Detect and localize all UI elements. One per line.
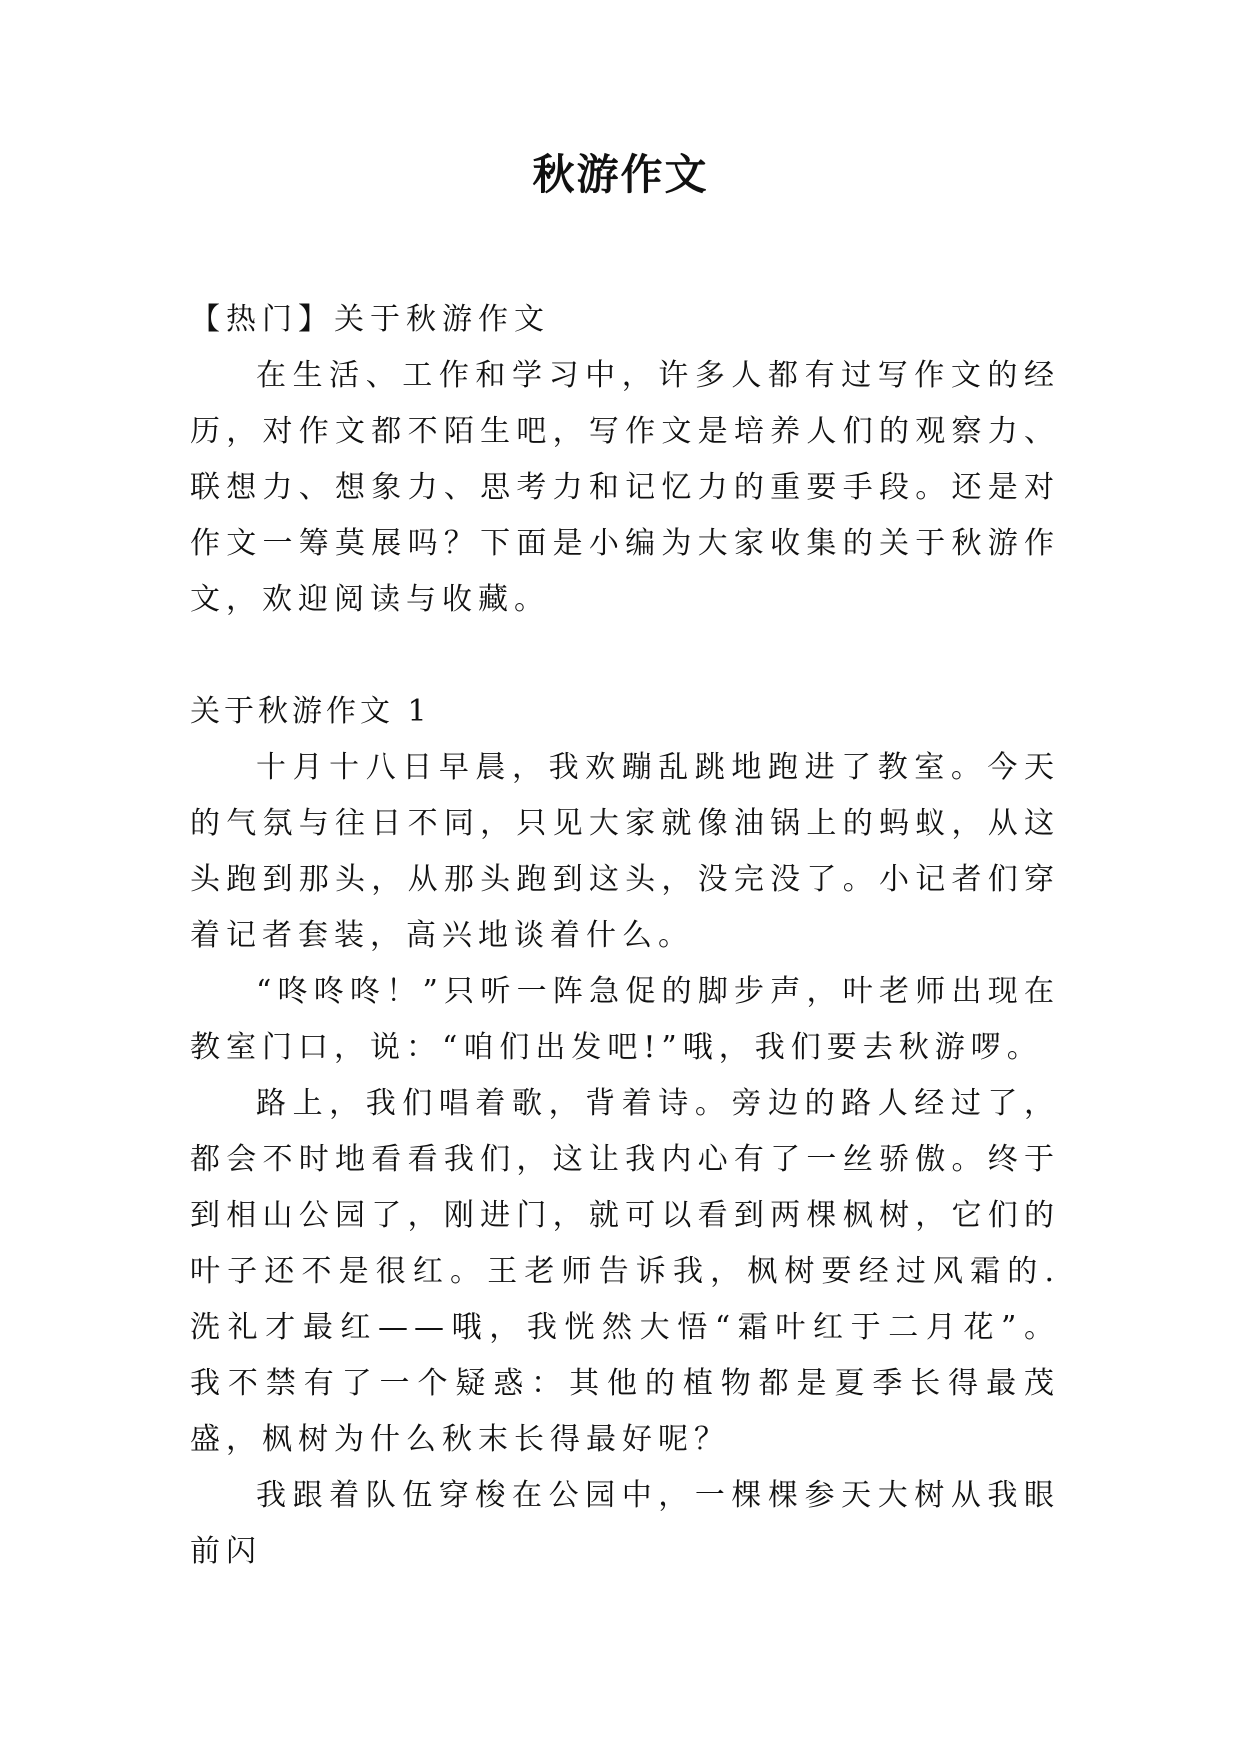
document-body [190, 292, 1060, 1580]
section-spacer [190, 628, 1060, 684]
intro-paragraph: 在生活、工作和学习中，许多人都有过写作文的经历，对作文都不陌生吧，写作文是培养人们的观察力、联想力、想象力、思考力和记忆力的重要手段。还是对作文一筹莫展吗？下面是小编为大家收集的关于秋游作文，欢迎阅读与收藏。 [190, 358, 1060, 617]
section-heading: 关于秋游作文 1 [190, 694, 431, 729]
body-paragraph-1: 十月十八日早晨，我欢蹦乱跳地跑进了教室。今天的气氛与往日不同，只见大家就像油锅上的蚂蚁，从这头跑到那头，从那头跑到这头，没完没了。小记者们穿着记者套装，高兴地谈着什么。 [190, 750, 1060, 953]
body-paragraph-4: 我跟着队伍穿梭在公园中，一棵棵参天大树从我眼前闪 [190, 1478, 1060, 1569]
document-title: 秋游作文 [532, 150, 709, 199]
document-subtitle: 【热门】关于秋游作文 [190, 302, 550, 337]
body-paragraph-3: 路上，我们唱着歌，背着诗。旁边的路人经过了，都会不时地看看我们，这让我内心有了一丝骄傲。终于到相山公园了，刚进门，就可以看到两棵枫树，它们的叶子还不是很红。王老师告诉我，枫树要经过风霜的.洗礼才最红——哦，我恍然大悟“霜叶红于二月花”。我不禁有了一个疑惑：其他的植物都是夏季长得最茂盛，枫树为什么秋末长得最好呢？ [190, 1086, 1060, 1457]
body-paragraph-2: “咚咚咚！”只听一阵急促的脚步声，叶老师出现在教室门口，说：“咱们出发吧!”哦，我们要去秋游啰。 [190, 974, 1060, 1065]
